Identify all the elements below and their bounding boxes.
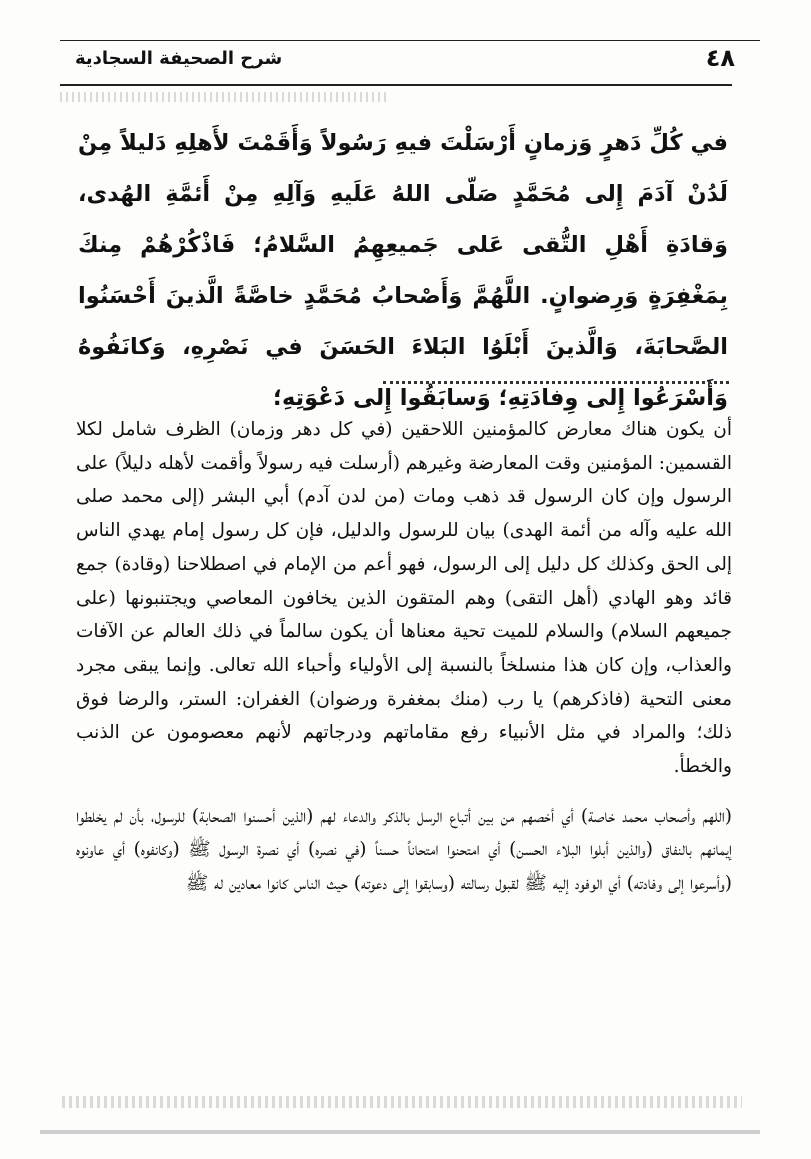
commentary-paragraph-2: (اللهم وأصحاب محمد خاصة) أي أخصهم من بين أتباع الرسل بالذكر والدعاء لهم (الذين أحسنوا الصحابة) للرسول، بأن لم يخلطوا إيمانهم بالنفاق (والذين أبلوا البلاء الحسن) أي امتحنوا امتحاناً حسناً (في نصره) أي نصرة الرسول ﷺ (وكانفوه) أي عاونوه (وأسرعوا إلى وفادته) أي الوفود إليه ﷺ لقبول رسالته (وسابقوا إلى دعوته) حيث الناس كانوا معادين له ﷺ	[76, 805, 732, 895]
header-rule	[60, 84, 732, 86]
prayer-text	[78, 118, 728, 424]
page-edge	[40, 1130, 760, 1134]
book-title: شرح الصحيفة السجادية	[75, 47, 283, 69]
prayer-paragraph: في كُلِّ دَهرٍ وَزمانٍ أَرْسَلْتَ فيهِ رَسُولاً وَأَقَمْتَ لأَهلِهِ دَليلاً مِنْ لَدُنْ آدَمَ إِلى مُحَمَّدٍ صَلّى اللهُ عَلَيهِ وَآلِهِ مِنْ أَئمَّةِ الهُدى، وَقادَةِ أَهْلِ التُّقى عَلى جَميعِهِمُ السَّلامُ؛ فَاذْكُرْهُمْ مِنكَ بِمَغْفِرَةٍ وَرِضوانٍ. اللَّهُمَّ وَأَصْحابُ مُحَمَّدٍ خاصَّةً الَّذينَ أَحْسَنُوا الصَّحابَةَ، وَالَّذينَ أَبْلَوُا البَلاءَ الحَسَنَ في نَصْرِهِ، وَكانَفُوهُ وَأَسْرَعُوا إِلى وِفادَتِهِ؛ وَسابَقُوا إِلى دَعْوَتِهِ؛	[78, 130, 728, 411]
scan-artifact-top	[60, 92, 390, 102]
scan-artifact-bottom	[62, 1096, 742, 1108]
dotted-separator	[383, 381, 729, 384]
page-number: ٤٨	[705, 44, 735, 72]
commentary-text	[76, 413, 732, 917]
commentary-paragraph-1: أن يكون هناك معارض كالمؤمنين اللاحقين (في كل دهر وزمان) الظرف شامل لكلا القسمين: المؤمنين وقت المعارضة وغيرهم (أرسلت فيه رسولاً وأقمت لأهله دليلاً) على الرسول وإن كان الرسول قد ذهب ومات (من لدن آدم) أبي البشر (إلى محمد صلى الله عليه وآله من أئمة الهدى) بيان للرسول والدليل، فإن كل رسول إمام يهدي الناس إلى الحق وكذلك كل دليل إلى الرسول، فهو أعم من الإمام في اصطلاحنا (وقادة) جمع قائد وهو الهادي (أهل التقى) وهم المتقون الذين يخافون المعاصي ويجتنبونها (على جميعهم السلام) والسلام للميت تحية معناها أن يكون سالماً في ذلك العالم عن الآفات والعذاب، وإن كان هذا منسلخاً بالنسبة إلى الأولياء وأحباء الله تعالى. وإنما يبقى مجرد معنى التحية (فاذكرهم) يا رب (منك بمغفرة ورضوان) الغفران: الستر، والرضا فوق ذلك؛ والمراد في مثل الأنبياء رفع مقاماتهم ودرجاتهم لأنهم معصومون عن الذنب والخطأ.	[76, 419, 732, 778]
page-header	[75, 38, 735, 78]
